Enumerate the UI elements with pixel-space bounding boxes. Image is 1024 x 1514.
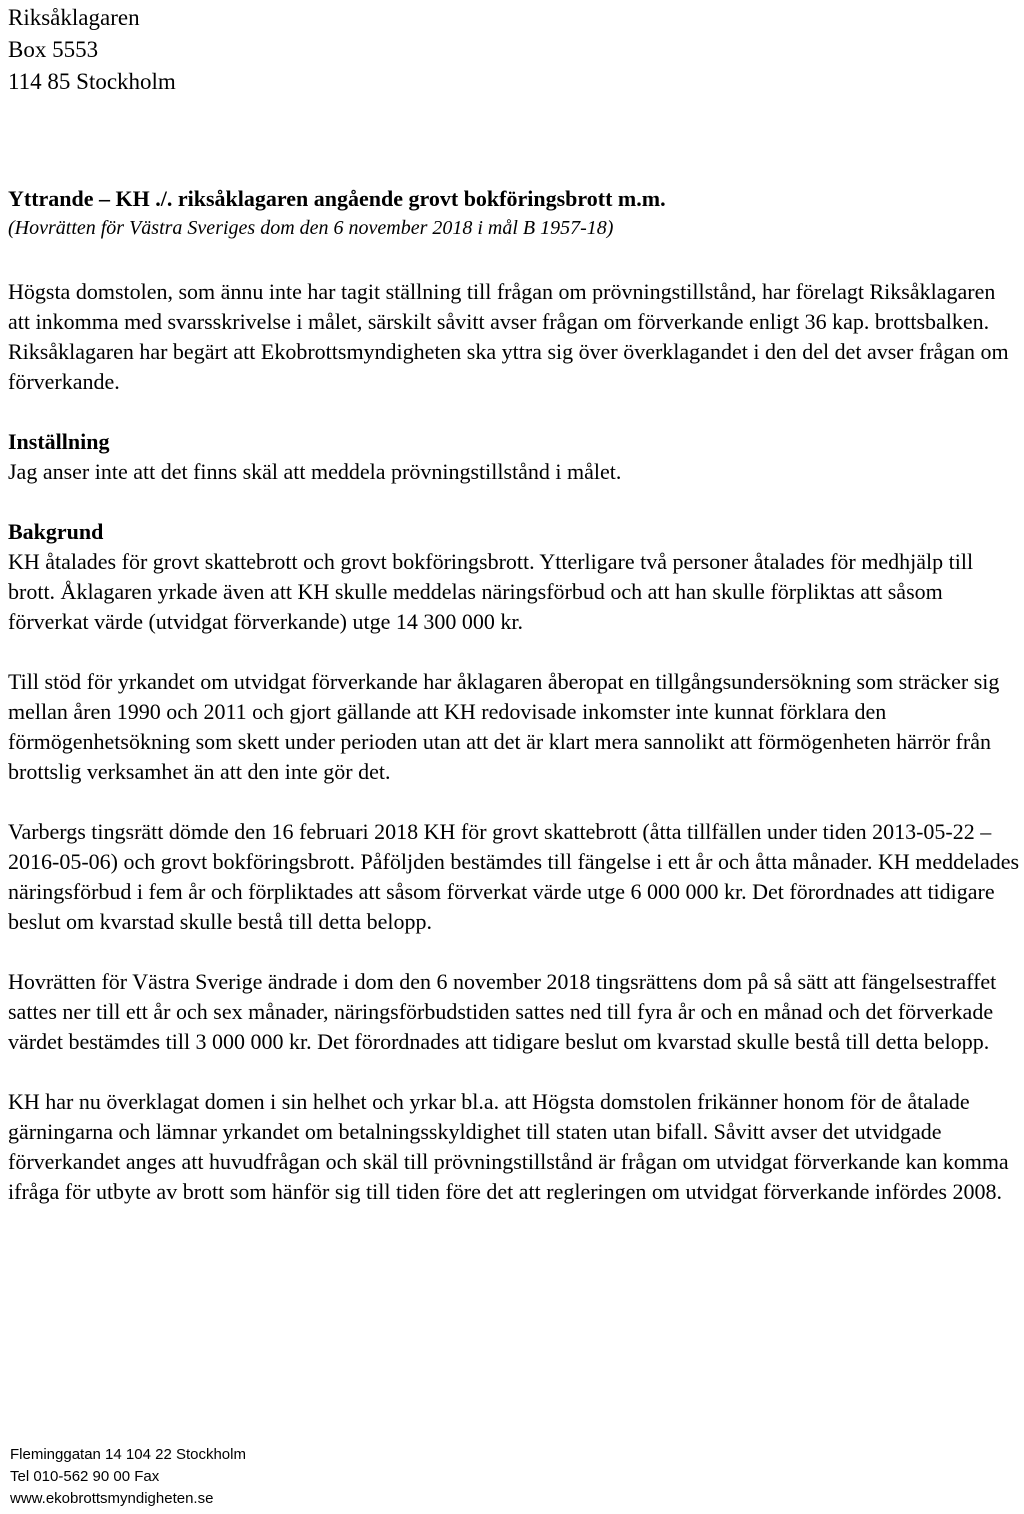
document-heading — [8, 184, 1018, 242]
bakgrund-paragraph: KH har nu överklagat domen i sin helhet och yrkar bl.a. att Högsta domstolen frikänner honom för de åtalade gärningarna och lämnar yrkandet om betalningsskyldighet till staten utan bifall. Såvitt avser det utvidgade förverkandet anges att huvudfrågan och skäl till prövningstillstånd är frågan om utvidgat förverkande kan komma ifråga för utbyte av brott som hänför sig till tiden före det att regleringen om utvidgat förverkande infördes 2008. — [8, 1089, 1009, 1204]
footer-phone: Tel 010-562 90 00 Fax — [10, 1468, 160, 1485]
document-body — [8, 277, 1020, 1237]
document-subtitle: (Hovrätten för Västra Sveriges dom den 6 november 2018 i mål B 1957-18) — [8, 217, 614, 239]
bakgrund-paragraph: Till stöd för yrkandet om utvidgat förverkande har åklagaren åberopat en tillgångsundersökning som sträcker sig mellan åren 1990 och 2011 och gjort gällande att KH redovisade inkomster inte kunnat förklara den förmögenhetsökning som skett under perioden utan att det är klart mera sannolikt att förmögenheten härrör från brottslig verksamhet än att den inte gör det. — [8, 669, 1000, 784]
footer-website-link[interactable]: www.ekobrottsmyndigheten.se — [10, 1490, 214, 1507]
bakgrund-paragraph: Varbergs tingsrätt dömde den 16 februari 2018 KH för grovt skattebrott (åtta tillfällen under tiden 2013-05-22 – 2016-05-06) och grovt bokföringsbrott. Påföljden bestämdes till fängelse i ett år och åtta månader. KH meddelades näringsförbud i fem år och förpliktades att såsom förverkat värde utge 6 000 000 kr. Det förordnades att tidigare beslut om kvarstad skulle bestå till detta belopp. — [8, 819, 1020, 934]
recipient-address — [8, 2, 176, 98]
footer-address: Fleminggatan 14 104 22 Stockholm — [10, 1446, 246, 1463]
sender-footer — [10, 1444, 246, 1510]
bakgrund-paragraph: Hovrätten för Västra Sverige ändrade i dom den 6 november 2018 tingsrättens dom på så sätt att fängelsestraffet sattes ner till ett år och sex månader, näringsförbudstiden sattes ned till fyra år och en månad och det förverkade värdet bestämdes till 3 000 000 kr. Det förordnades att tidigare beslut om kvarstad skulle bestå till detta belopp. — [8, 969, 997, 1054]
installning-paragraph: Jag anser inte att det finns skäl att meddela prövningstillstånd i målet. — [8, 459, 622, 484]
recipient-name: Riksåklagaren — [8, 5, 140, 30]
recipient-postal: 114 85 Stockholm — [8, 69, 176, 94]
recipient-box: Box 5553 — [8, 37, 99, 62]
document-title: Yttrande – KH ./. riksåklagaren angående grovt bokföringsbrott m.m. — [8, 186, 666, 211]
section-heading-bakgrund: Bakgrund — [8, 519, 104, 544]
bakgrund-paragraph: KH åtalades för grovt skattebrott och grovt bokföringsbrott. Ytterligare två personer åtalades för medhjälp till brott. Åklagaren yrkade även att KH skulle meddelas näringsförbud och att han skulle förpliktas att såsom förverkat värde (utvidgat förverkande) utge 14 300 000 kr. — [8, 549, 974, 634]
intro-paragraph: Högsta domstolen, som ännu inte har tagit ställning till frågan om prövningstillstånd, har förelagt Riksåklagaren att inkomma med svarsskrivelse i målet, särskilt såvitt avser frågan om förverkande enligt 36 kap. brottsbalken. Riksåklagaren har begärt att Ekobrottsmyndigheten ska yttra sig över överklagandet i den del det avser frågan om förverkande. — [8, 279, 1009, 394]
section-heading-installning: Inställning — [8, 429, 110, 454]
